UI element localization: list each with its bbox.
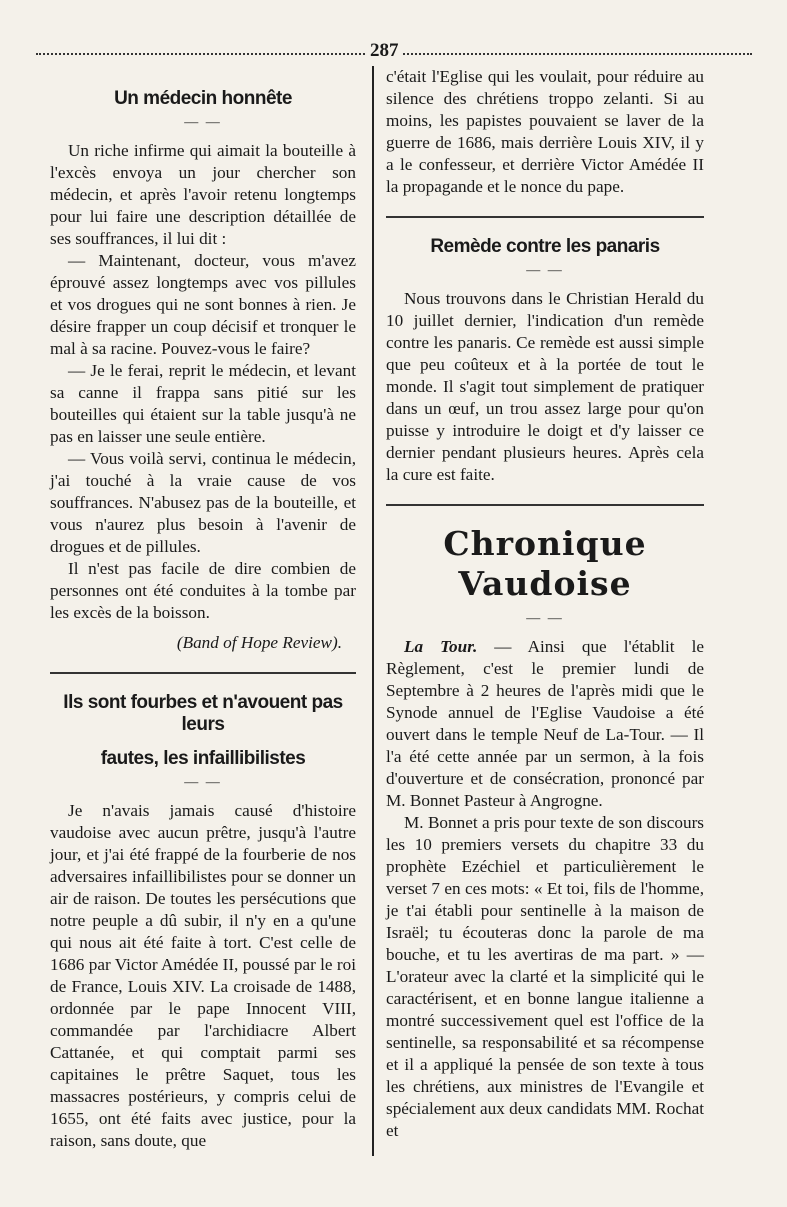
article-separator <box>386 504 704 506</box>
paragraph: — Maintenant, docteur, vous m'avez éprouvé assez longtemps avec vos pillules et vos drogues qui ne sont bonnes à rien. Je désire frapper un coup décisif et tronquer le mal à sa racine. Pouvez-vous le faire? <box>50 251 356 358</box>
paragraph: Il n'est pas facile de dire combien de personnes ont été conduites à la tombe par les excès de la boisson. <box>50 559 356 622</box>
article-title-medecin: Un médecin honnête <box>114 88 292 109</box>
title-dash: — — <box>184 775 222 790</box>
paragraph-continuation: c'était l'Eglise qui les voulait, pour réduire au silence des chrétiens troppo zelanti. Si au moins, les papistes pouvaient se laver de la guerre de 1686, mais derrière Louis XIV, il y a le confesseur, et derrière Victor Amédée II la propagande et le nonce du pape. <box>386 67 704 196</box>
paragraph: Un riche infirme qui aimait la bouteille à l'excès envoya un jour chercher son médecin, et après l'avoir retenu longtemps pour lui faire une description détaillée de ses souffrances, il lui dit : <box>50 141 356 248</box>
paragraph <box>386 636 704 812</box>
title-dash: — — <box>526 611 564 626</box>
place-name: La Tour. <box>404 637 478 656</box>
article-source: (Band of Hope Review). <box>176 633 342 652</box>
left-column <box>50 66 356 1152</box>
paragraph: Nous trouvons dans le Christian Herald du 10 juillet dernier, l'indication d'un remède contre les panaris. Ce remède est aussi simple que peu coûteux et à la portée de tout le monde. Il s'agit tout simplement de pratiquer dans un œuf, un trou assez large pour qu'on puisse y introduire le doigt et d'y laisser ce dernier pendant plusieurs heures. Après cela la cure est faite. <box>386 289 704 484</box>
paragraph-text: — Ainsi que l'établit le Règlement, c'est le premier lundi de Septembre à 2 heures de l'après midi que le Synode annuel de l'Eglise Vaudoise a été ouvert dans le temple Neuf de La-Tour. — Il l'a été cette année par un sermon, à la fois d'ouverture et de consécration, prononcé par M. Bonnet Pasteur à Angrogne. <box>386 637 704 810</box>
page-number: 287 <box>366 40 403 62</box>
article-title-infaillibilistes-line1: Ils sont fourbes et n'avouent pas leurs <box>63 692 343 735</box>
article-title-panaris: Remède contre les panaris <box>430 236 660 257</box>
title-dash: — — <box>184 115 222 130</box>
column-divider <box>372 66 374 1156</box>
right-column <box>386 66 704 1142</box>
paragraph: — Vous voilà servi, continua le médecin, j'ai touché à la vraie cause de vos souffrances. N'abusez pas de la bouteille, et vous n'aurez plus besoin à l'avenir de drogues et de pillules. <box>50 449 356 556</box>
article-separator <box>50 672 356 674</box>
paragraph: — Je le ferai, reprit le médecin, et levant sa canne il frappa sans pitié sur les bouteilles qui étaient sur la table jusqu'à ne pas en laisser une seule entière. <box>50 361 356 446</box>
article-separator <box>386 216 704 218</box>
article-title-infaillibilistes-line2: fautes, les infaillibilistes <box>100 748 306 769</box>
paragraph: M. Bonnet a pris pour texte de son discours les 10 premiers versets du chapitre 33 du prophète Ezéchiel et particulièrement le verset 7 en ces mots: « Et toi, fils de l'homme, je t'ai établi pour sentinelle à la maison de Israël; tu écouteras donc la parole de ma bouche, et tu les avertiras de ma part. » — L'orateur avec la clarté et la simplicité qui le caractérisent, et en bonne langue italienne a montré successivement quel est l'office de la sentinelle, sa responsabilité et sa récompense et il a appliqué la pensée de son texte à tous les chrétiens, aux ministres de l'Evangile et spécialement aux deux candidats MM. Rochat et <box>386 813 704 1140</box>
title-dash: — — <box>526 263 564 278</box>
section-title-chronique: Chronique Vaudoise <box>443 524 647 603</box>
page-header <box>36 40 752 64</box>
paragraph: Je n'avais jamais causé d'histoire vaudoise avec aucun prêtre, jusqu'à l'autre jour, et j'ai été frappé de la fourberie de nos adversaires infaillibilistes pour se donner un air de raison. De toutes les persécutions que notre peuple a dû subir, il n'y en a qu'une qui nous ait été faite à tort. C'est celle de 1686 par Victor Amédée II, poussé par le roi de France, Louis XIV. La croisade de 1488, ordonnée par le pape Innocent VIII, commandée par l'archidiacre Albert Cattanée, et qui comptait parmi ses capitaines le prêtre Saquet, tous les massacres postérieurs, y compris celui de 1655, ont été faits avec justice, pour la raison, sans doute, que <box>50 801 356 1150</box>
